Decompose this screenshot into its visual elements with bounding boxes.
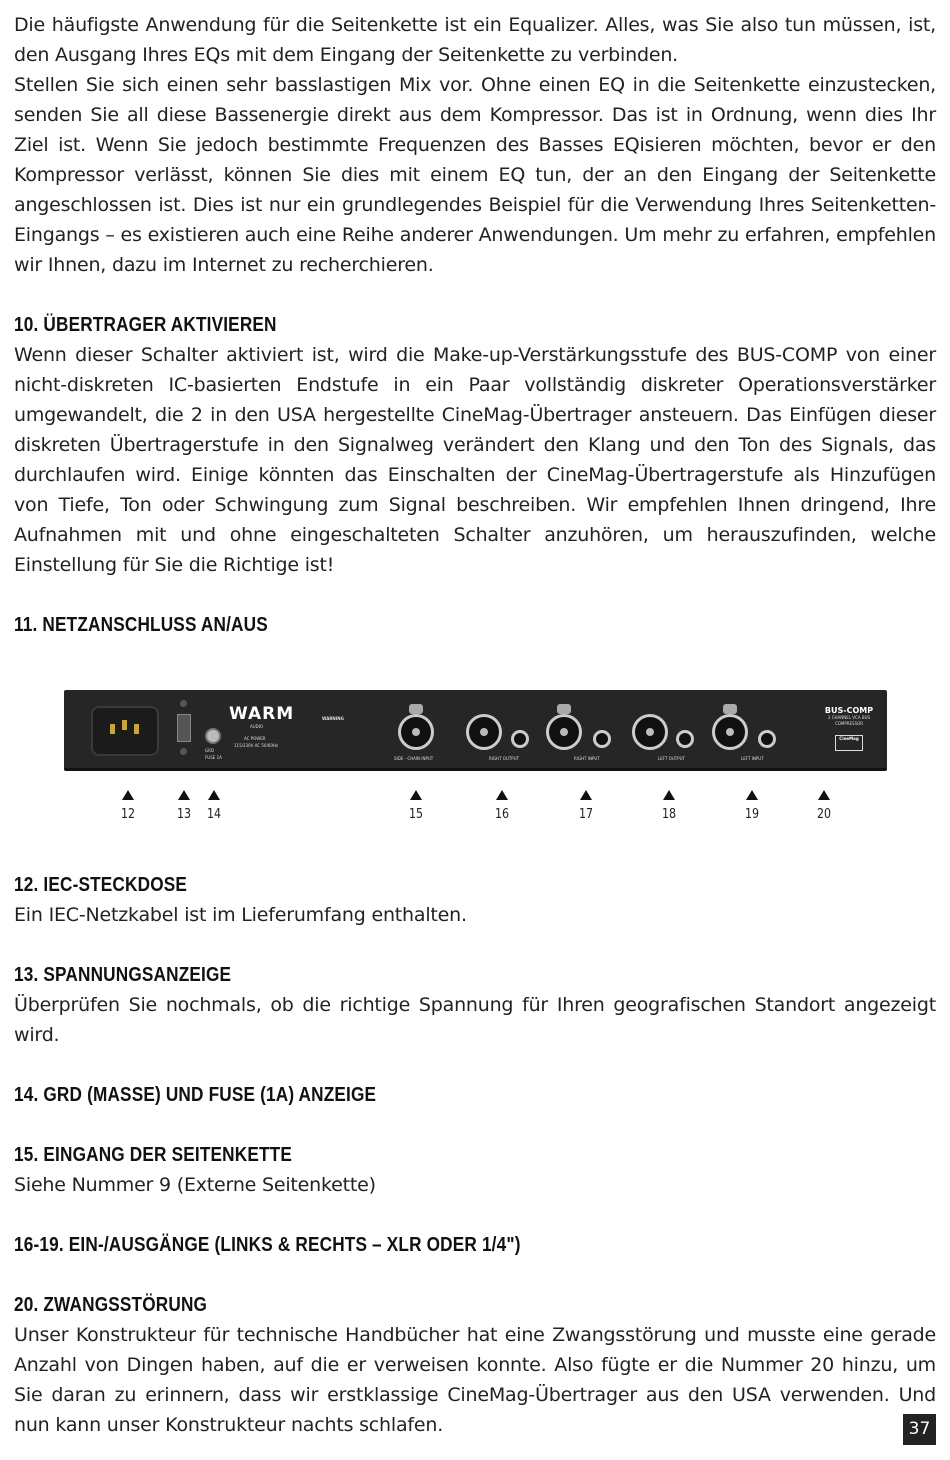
left-input-jack <box>758 730 776 748</box>
section-11-heading: 11. NETZANSCHLUSS AN/AUS <box>14 614 268 636</box>
right-output-xlr <box>466 714 502 750</box>
section-10-heading: 10. ÜBERTRAGER AKTIVIEREN <box>14 314 277 336</box>
cinemag-logo: CineMag <box>835 735 863 751</box>
marker-14: 14 <box>194 790 234 822</box>
section-15-body: Siehe Nummer 9 (Externe Seitenkette) <box>14 1174 376 1196</box>
triangle-up-icon <box>746 790 758 800</box>
marker-12: 12 <box>108 790 148 822</box>
power-switch <box>177 714 191 742</box>
triangle-up-icon <box>410 790 422 800</box>
triangle-up-icon <box>663 790 675 800</box>
section-12-heading: 12. IEC-STECKDOSE <box>14 874 188 896</box>
ac-power-label: AC POWER <box>244 736 266 741</box>
right-output-label: RIGHT OUTPUT <box>489 756 520 761</box>
fuse-label: FUSE 1A <box>205 755 222 760</box>
section-15-heading: 15. EINGANG DER SEITENKETTE <box>14 1144 292 1166</box>
triangle-up-icon <box>580 790 592 800</box>
marker-13: 13 <box>164 790 204 822</box>
sidechain-label: SIDE - CHAIN INPUT <box>394 756 434 761</box>
fuse-holder <box>205 728 221 744</box>
section-10-body: Wenn dieser Schalter aktiviert ist, wird die Make-up-Verstärkungsstufe des BUS-COMP von einer nicht-diskreten IC-basierten Endstufe in ein Paar vollständig diskreter Operationsverstärker umgewandelt, die 2 in den USA hergestellte CineMag-Übertrager ansteuern. Das Einfügen dieser diskreten Übertragerstufe in den Signalweg verändert den Klang und den Ton des Signals, das durchlaufen wird. Einige könnten das Einschalten der CineMag-Übertragerstufe als Hinzufügen von Tiefe, Ton oder Schwingung zum Signal beschreiben. Wir empfehlen Ihnen dringend, Ihre Aufnahmen mit und ohne eingeschalteten Schalter anzuhören, um herauszufinden, welche Einstellung für Sie die Richtige ist! <box>14 344 936 576</box>
marker-20: 20 <box>804 790 844 822</box>
warning-label: WARNING <box>322 716 344 721</box>
panel-markers <box>14 790 936 830</box>
section-12-body: Ein IEC-Netzkabel ist im Lieferumfang enthalten. <box>14 904 467 926</box>
triangle-up-icon <box>496 790 508 800</box>
logo-sub: AUDIO <box>250 724 264 729</box>
left-output-jack <box>676 730 694 748</box>
marker-17: 17 <box>566 790 606 822</box>
right-input-label: RIGHT INPUT <box>574 756 600 761</box>
section-13-body: Überprüfen Sie nochmals, ob die richtige Spannung für Ihren geografischen Standort angezeigt wird. <box>14 994 936 1046</box>
iec-socket <box>91 706 159 756</box>
section-16-19-heading: 16-19. EIN-/AUSGÄNGE (LINKS & RECHTS – XLR ODER 1/4") <box>14 1234 521 1256</box>
right-output-jack <box>511 730 529 748</box>
marker-18: 18 <box>649 790 689 822</box>
triangle-up-icon <box>818 790 830 800</box>
rear-panel-figure <box>14 640 936 870</box>
section-20-heading: 20. ZWANGSSTÖRUNG <box>14 1294 208 1316</box>
right-input-jack <box>593 730 611 748</box>
voltage-label: 115/230V AC 50/60Hz <box>234 743 278 748</box>
sidechain-latch <box>409 704 423 714</box>
left-output-label: LEFT OUTPUT <box>658 756 686 761</box>
triangle-up-icon <box>122 790 134 800</box>
section-13-heading: 13. SPANNUNGSANZEIGE <box>14 964 232 986</box>
left-input-latch <box>723 704 737 714</box>
brand-sub: 2 CHANNEL VCA BUS COMPRESSOR <box>827 715 871 726</box>
left-input-label: LEFT INPUT <box>741 756 764 761</box>
intro-paragraph-2: Stellen Sie sich einen sehr basslastigen Mix vor. Ohne einen EQ in die Seitenkette einzustecken, senden Sie all diese Bassenergie direkt aus dem Kompressor. Das ist in Ordnung, wenn dies Ihr Ziel ist. Wenn Sie jedoch bestimmte Frequenzen des Basses EQisieren möchten, bevor er den Kompressor verlässt, können Sie dies mit einem EQ tun, der an den Eingang der Seitenkette angeschlossen ist. Dies ist nur ein grundlegendes Beispiel für die Verwendung Ihres Seitenketten-Eingangs – es existieren auch eine Reihe anderer Anwendungen. Um mehr zu erfahren, empfehlen wir Ihnen, dazu im Internet zu recherchieren. <box>14 74 936 276</box>
marker-16: 16 <box>482 790 522 822</box>
section-20-body: Unser Konstrukteur für technische Handbücher hat eine Zwangsstörung und musste eine gerade Anzahl von Dingen haben, auf die er verweisen konnte. Also fügte er die Nummer 20 hinzu, um Sie daran zu erinnern, dass wir erstklassige CineMag-Übertrager aus den USA verwenden. Und nun kann unser Konstrukteur nachts schlafen. <box>14 1324 936 1436</box>
left-output-xlr <box>632 714 668 750</box>
triangle-up-icon <box>208 790 220 800</box>
triangle-up-icon <box>178 790 190 800</box>
bus-comp-badge <box>823 706 875 751</box>
page-number: 37 <box>903 1414 936 1445</box>
manual-page <box>14 10 936 1440</box>
brand-name: BUS-COMP <box>824 706 874 715</box>
warm-audio-logo: WARM <box>229 704 295 724</box>
left-input-xlr <box>712 714 748 750</box>
right-input-xlr <box>546 714 582 750</box>
rear-panel-image <box>64 690 887 771</box>
marker-15: 15 <box>396 790 436 822</box>
marker-19: 19 <box>732 790 772 822</box>
grd-label: GRD <box>205 748 214 753</box>
right-input-latch <box>557 704 571 714</box>
intro-paragraph-1: Die häufigste Anwendung für die Seitenkette ist ein Equalizer. Alles, was Sie also tun müssen, ist, den Ausgang Ihres EQs mit dem Eingang der Seitenkette zu verbinden. <box>14 14 936 66</box>
sidechain-xlr <box>398 714 434 750</box>
section-14-heading: 14. GRD (MASSE) UND FUSE (1A) ANZEIGE <box>14 1084 377 1106</box>
